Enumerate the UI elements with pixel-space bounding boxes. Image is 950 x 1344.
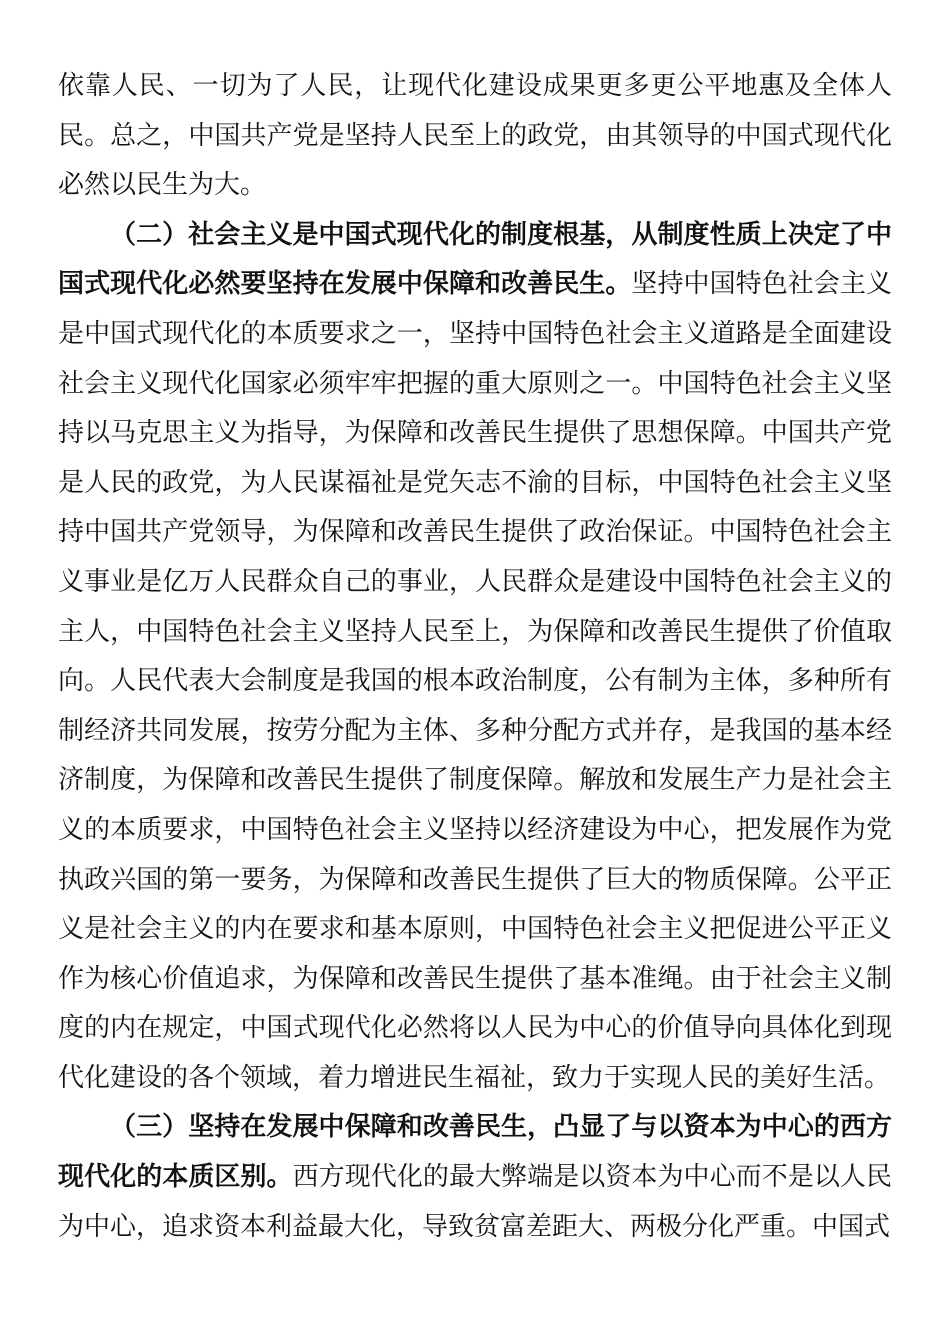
- paragraph-2-body: 坚持中国特色社会主义是中国式现代化的本质要求之一，坚持中国特色社会主义道路是全面建设社会主义现代化国家必须牢牢把握的重大原则之一。中国特色社会主义坚持以马克思主义为指导，为保障和改善民生提供了思想保障。中国共产党是人民的政党，为人民谋福祉是党矢志不渝的目标，中国特色社会主义坚持中国共产党领导，为保障和改善民生提供了政治保证。中国特色社会主义事业是亿万人民群众自己的事业，人民群众是建设中国特色社会主义的主人，中国特色社会主义坚持人民至上，为保障和改善民生提供了价值取向。人民代表大会制度是我国的根本政治制度，公有制为主体，多种所有制经济共同发展，按劳分配为主体、多种分配方式并存，是我国的基本经济制度，为保障和改善民生提供了制度保障。解放和发展生产力是社会主义的本质要求，中国特色社会主义坚持以经济建设为中心，把发展作为党执政兴国的第一要务，为保障和改善民生提供了巨大的物质保障。公平正义是社会主义的内在要求和基本原则，中国特色社会主义把促进公平正义作为核心价值追求，为保障和改善民生提供了基本准绳。由于社会主义制度的内在规定，中国式现代化必然将以人民为中心的价值导向具体化到现代化建设的各个领域，着力增进民生福祉，致力于实现人民的美好生活。: [58, 269, 892, 1093]
- paragraph-3-lead: （三）坚持在发展中保障和改善民生，凸显了与以资本为中心的西方现代化的本质区别。: [58, 1112, 892, 1193]
- paragraph-2-lead: （二）社会主义是中国式现代化的制度根基，从制度性质上决定了中国式现代化必然要坚持在发展中保障和改善民生。: [58, 219, 892, 300]
- paragraph-1: [58, 62, 892, 211]
- document-page: [58, 62, 892, 1252]
- paragraph-3-body: 西方现代化的最大弊端是以资本为中心而不是以人民为中心，追求资本利益最大化，导致贫富差距大、两极分化严重。中国式: [58, 1162, 892, 1242]
- paragraph-1-body: 依靠人民、一切为了人民，让现代化建设成果更多更公平地惠及全体人民。总之，中国共产党是坚持人民至上的政党，由其领导的中国式现代化必然以民生为大。: [58, 71, 892, 201]
- paragraph-2: [58, 211, 892, 1104]
- paragraph-3: [58, 1103, 892, 1252]
